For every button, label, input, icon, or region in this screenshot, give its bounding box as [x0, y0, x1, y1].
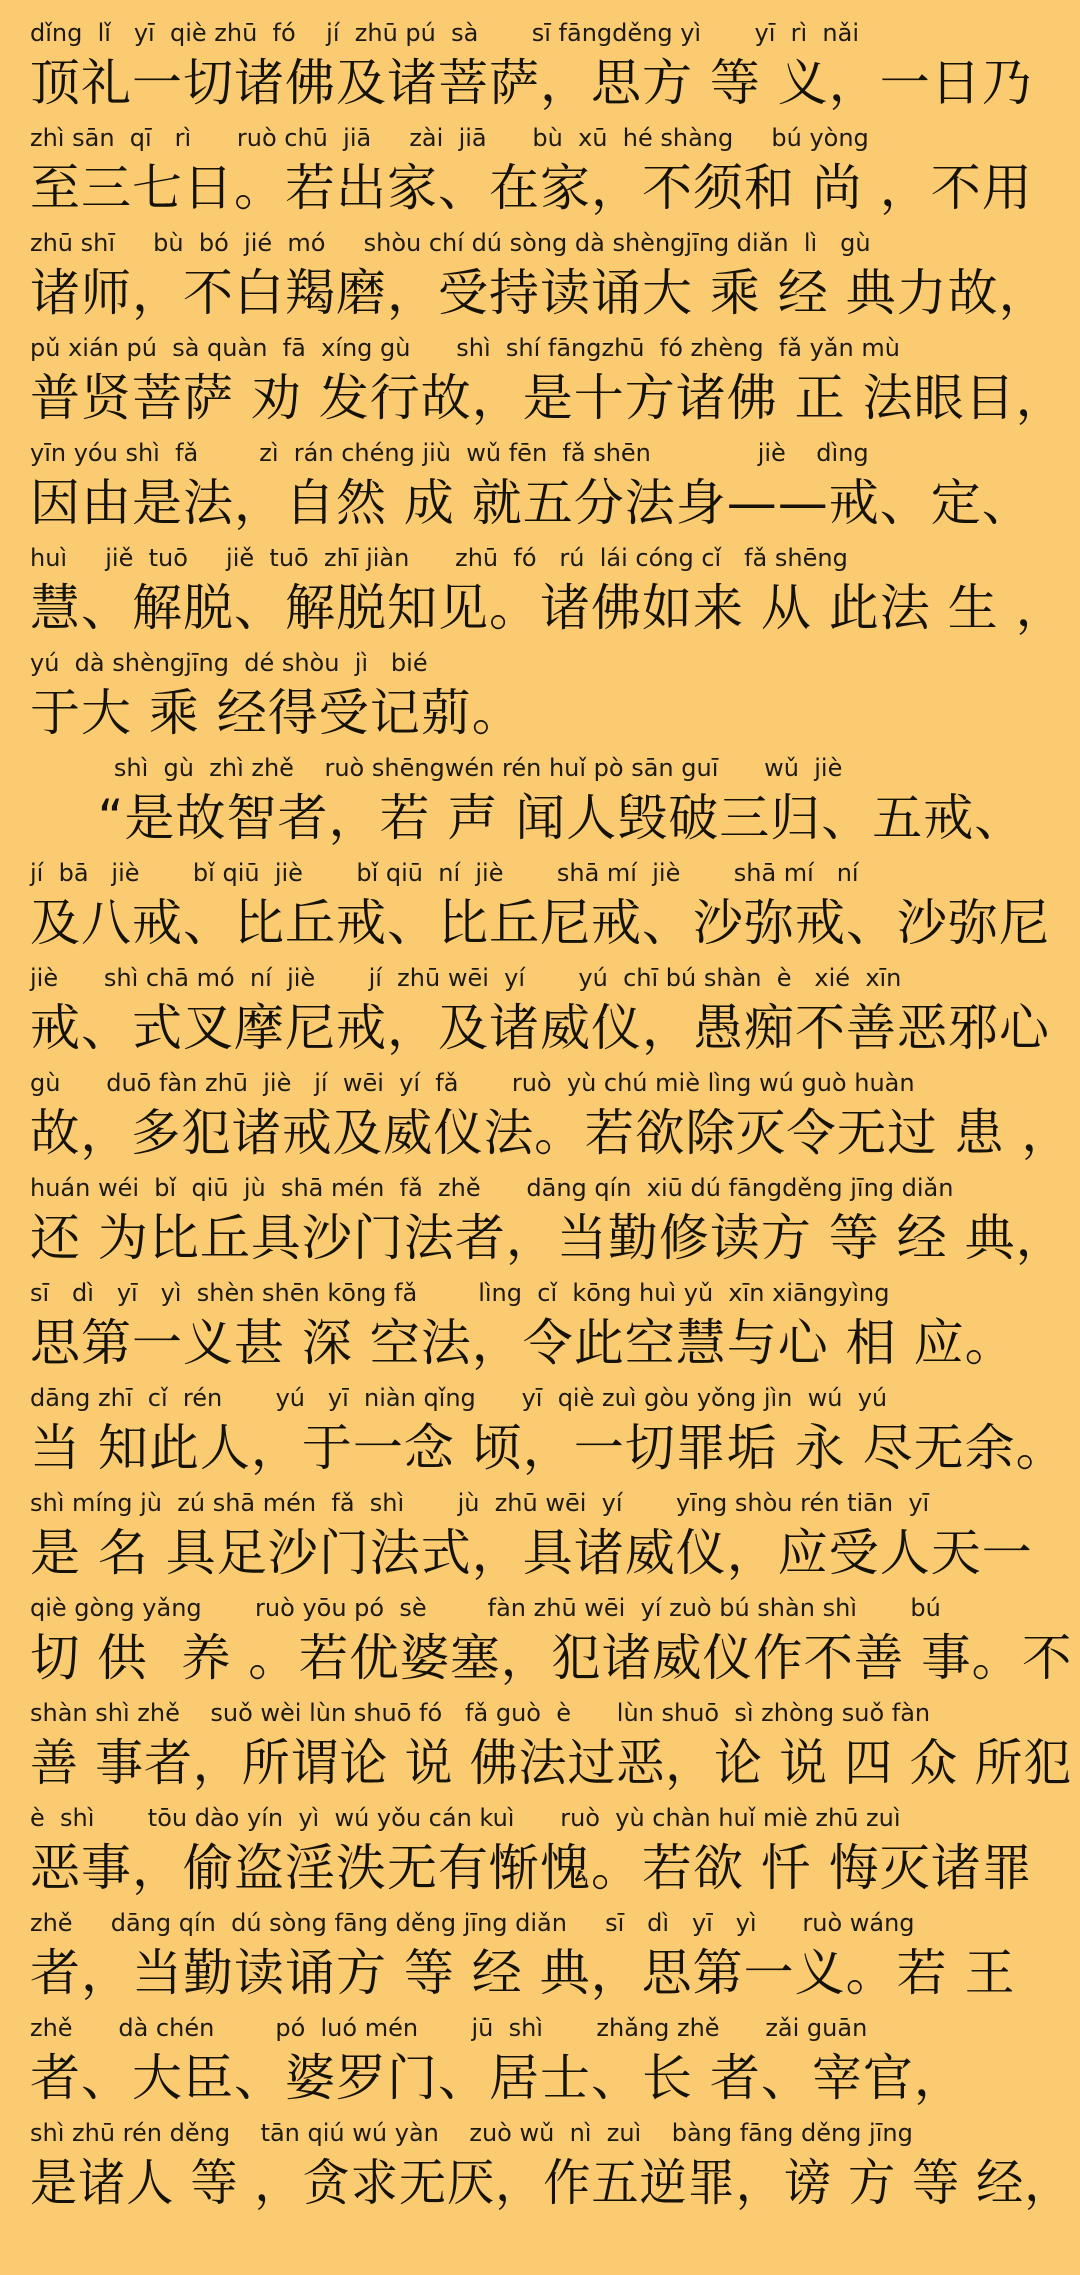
hanzi-row: 者、大臣、婆罗门、居士、长 者、宰官， — [30, 2049, 965, 2107]
text-line — [30, 1908, 1080, 2013]
pinyin-row: è shì tōu dào yín yì wú yǒu cán kuì ruò yù chàn huǐ miè zhū zuì — [30, 1804, 901, 1832]
pinyin-row: shì zhū rén děng tān qiú wú yàn zuò wǔ nì zuì bàng fāng děng jīng — [30, 2119, 913, 2147]
hanzi-row: 故，多犯诸戒及威仪法。若欲除灭令无过 患 ， — [30, 1104, 1072, 1162]
text-line — [30, 438, 1080, 543]
pinyin-row: jí bā jiè bǐ qiū jiè bǐ qiū ní jiè shā mí jiè shā mí ní — [30, 859, 859, 887]
hanzi-row: 善 事者，所谓论 说 佛法过恶，论 说 四 众 所犯 — [30, 1734, 1073, 1792]
text-line — [30, 1803, 1080, 1908]
hanzi-row: 者，当勤读诵方 等 经 典，思第一义。若 王 — [30, 1944, 1016, 2002]
pinyin-row: pǔ xián pú sà quàn fā xíng gù shì shí fāngzhū fó zhèng fǎ yǎn mù — [30, 334, 900, 362]
hanzi-row: 慧、解脱、解脱知见。诸佛如来 从 此法 生 ， — [30, 579, 1067, 637]
text-line — [30, 543, 1080, 648]
text-line — [30, 1488, 1080, 1593]
hanzi-row: 及八戒、比丘戒、比丘尼戒、沙弥戒、沙弥尼 — [30, 894, 1050, 952]
pinyin-row: dāng zhī cǐ rén yú yī niàn qǐng yī qiè zuì gòu yǒng jìn wú yú — [30, 1384, 888, 1412]
pinyin-row: shì míng jù zú shā mén fǎ shì jù zhū wēi yí yīng shòu rén tiān yī — [30, 1489, 930, 1517]
text-line — [30, 753, 1080, 858]
text-line — [30, 228, 1080, 333]
hanzi-row: 是 名 具足沙门法式，具诸威仪，应受人天一 — [30, 1524, 1033, 1582]
hanzi-row: 思第一义甚 深 空法，令此空慧与心 相 应。 — [30, 1314, 1016, 1372]
pinyin-row: yú dà shèngjīng dé shòu jì bié — [30, 649, 428, 677]
pinyin-row: gù duō fàn zhū jiè jí wēi yí fǎ ruò yù chú miè lìng wú guò huàn — [30, 1069, 915, 1097]
hanzi-row: 当 知此人，于一念 顷，一切罪垢 永 尽无余。 — [30, 1419, 1067, 1477]
hanzi-row: 恶事，偷盗淫泆无有惭愧。若欲 忏 悔灭诸罪 — [30, 1839, 1033, 1897]
hanzi-row: 切 供 养 。若优婆塞，犯诸威仪作不善 事。不 — [30, 1629, 1073, 1687]
text-line — [30, 1383, 1080, 1488]
hanzi-row: 戒、式叉摩尼戒，及诸威仪，愚痴不善恶邪心 — [30, 999, 1050, 1057]
pinyin-row: sī dì yī yì shèn shēn kōng fǎ lìng cǐ kōng huì yǔ xīn xiāngyìng — [30, 1279, 890, 1307]
hanzi-row: 普贤菩萨 劝 发行故，是十方诸佛 正 法眼目， — [30, 369, 1067, 427]
pinyin-row: zhū shī bù bó jié mó shòu chí dú sòng dà shèngjīng diǎn lì gù — [30, 229, 871, 257]
text-line — [30, 1698, 1080, 1803]
text-line — [30, 123, 1080, 228]
hanzi-row: 还 为比丘具沙门法者，当勤修读方 等 经 典， — [30, 1209, 1067, 1267]
pinyin-row: qiè gòng yǎng ruò yōu pó sè fàn zhū wēi yí zuò bú shàn shì bú — [30, 1594, 941, 1622]
text-line — [30, 1278, 1080, 1383]
text-line — [30, 1068, 1080, 1173]
pinyin-row: jiè shì chā mó ní jiè jí zhū wēi yí yú chī bú shàn è xié xīn — [30, 964, 902, 992]
pinyin-row: zhě dà chén pó luó mén jū shì zhǎng zhě zǎi guān — [30, 2014, 868, 2042]
pinyin-row: zhě dāng qín dú sòng fāng děng jīng diǎn sī dì yī yì ruò wáng — [30, 1909, 915, 1937]
text-line — [30, 963, 1080, 1068]
text-line — [30, 1173, 1080, 1278]
pinyin-row: huì jiě tuō jiě tuō zhī jiàn zhū fó rú lái cóng cǐ fǎ shēng — [30, 544, 848, 572]
hanzi-row: 于大 乘 经得受记莂。 — [30, 684, 523, 742]
text-line — [30, 18, 1080, 123]
hanzi-row: 诸师，不白羯磨，受持读诵大 乘 经 典力故， — [30, 264, 1050, 322]
hanzi-row: 顶礼一切诸佛及诸菩萨，思方 等 义，一日乃 — [30, 54, 1033, 112]
text-line — [30, 648, 1080, 753]
pinyin-row: shàn shì zhě suǒ wèi lùn shuō fó fǎ guò è lùn shuō sì zhòng suǒ fàn — [30, 1699, 931, 1727]
pinyin-row: zhì sān qī rì ruò chū jiā zài jiā bù xū hé shàng bú yòng — [30, 124, 869, 152]
text-line — [30, 333, 1080, 438]
text-line — [30, 2013, 1080, 2118]
text-line — [30, 1593, 1080, 1698]
hanzi-row: 因由是法，自然 成 就五分法身——戒、定、 — [30, 474, 1033, 532]
pinyin-row: huán wéi bǐ qiū jù shā mén fǎ zhě dāng qín xiū dú fāngděng jīng diǎn — [30, 1174, 954, 1202]
text-line — [30, 2118, 1080, 2223]
hanzi-row: “是故智者，若 声 闻人毁破三归、五戒、 — [30, 789, 1026, 847]
hanzi-row: 至三七日。若出家、在家，不须和 尚 ，不用 — [30, 159, 1033, 217]
pinyin-row: shì gù zhì zhě ruò shēngwén rén huǐ pò sān guī wǔ jiè — [30, 754, 843, 782]
pinyin-row: dǐng lǐ yī qiè zhū fó jí zhū pú sà sī fāngděng yì yī rì nǎi — [30, 19, 859, 47]
pinyin-row: yīn yóu shì fǎ zì rán chéng jiù wǔ fēn fǎ shēn jiè dìng — [30, 439, 869, 467]
text-line — [30, 858, 1080, 963]
hanzi-row: 是诸人 等 ，贪求无厌，作五逆罪，谤 方 等 经， — [30, 2154, 1073, 2212]
